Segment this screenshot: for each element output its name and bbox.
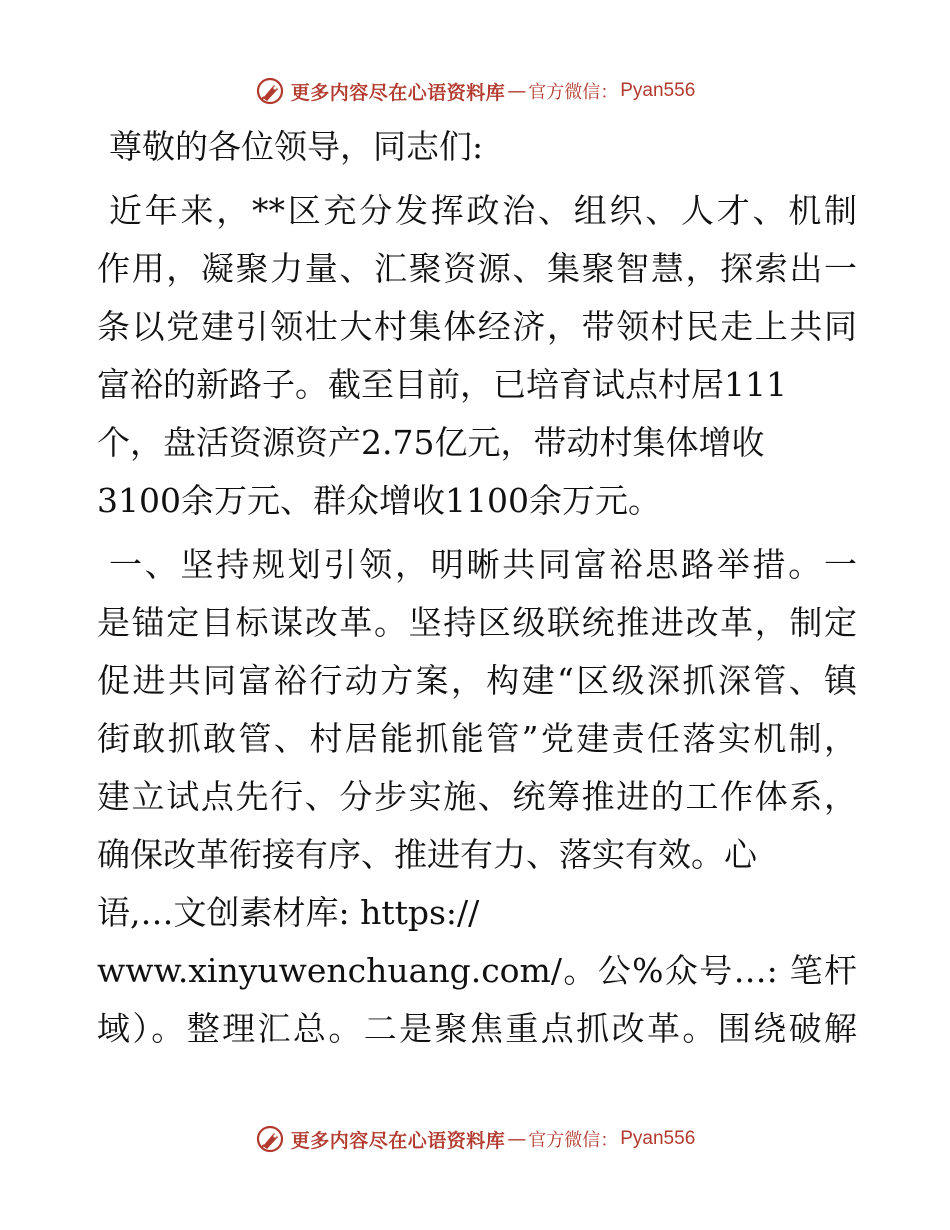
paragraph-2-line: 街敢抓敢管、村居能抓能管”党建责任落实机制， (97, 719, 857, 758)
paragraph-1-line: 条以党建引领壮大村集体经济，带领村民走上共同 (97, 307, 857, 346)
paragraph-2-line: www.xinyuwenchuang.com/。公%众号…: 笔杆 (97, 951, 857, 990)
paragraph-1 (97, 182, 857, 530)
paragraph-2-line: 确保改革衔接有序、推进有力、落实有效。心 (97, 835, 757, 874)
paragraph-2-line: 促进共同富裕行动方案，构建“区级深抓深管、镇 (97, 661, 857, 700)
paragraph-1-line: 近年来，**区充分发挥政治、组织、人才、机制 (109, 191, 857, 230)
paragraph-1-line: 3100余万元、群众增收1100余万元。 (97, 481, 661, 520)
banner-site-name: 更多内容尽在心语资料库 (290, 1129, 506, 1152)
banner-site-name: 更多内容尽在心语资料库 (290, 81, 506, 104)
paragraph-2-line: 域）。整理汇总。二是聚焦重点抓改革。围绕破解 (97, 1009, 857, 1048)
document-body (97, 118, 857, 1058)
paragraph-1-line: 富裕的新路子。截至目前，已培育试点村居111 (97, 365, 787, 404)
paragraph-2-line: 是锚定目标谋改革。坚持区级联统推进改革，制定 (97, 603, 857, 642)
paragraph-1-line: 作用，凝聚力量、汇聚资源、集聚智慧，探索出一 (97, 249, 857, 288)
banner-wechat-label: 官方微信： (528, 1130, 619, 1151)
pen-nib-logo-icon (255, 1124, 285, 1154)
pen-nib-logo-icon (255, 76, 285, 106)
paragraph-2 (97, 536, 857, 1058)
banner-separator: — (507, 80, 527, 102)
header-banner (0, 71, 950, 111)
salutation: 尊敬的各位领导，同志们: (109, 127, 484, 166)
paragraph-2-line: 建立试点先行、分步实施、统筹推进的工作体系， (97, 777, 857, 816)
footer-banner (0, 1119, 950, 1159)
paragraph-1-line: 个，盘活资源资产2.75亿元，带动村集体增收 (97, 423, 765, 462)
banner-separator: — (507, 1128, 527, 1150)
banner-wechat-label: 官方微信： (528, 82, 619, 103)
paragraph-2-line: 语,…文创素材库: https:// (97, 893, 480, 932)
paragraph-2-line: 一、坚持规划引领，明晰共同富裕思路举措。一 (109, 545, 857, 584)
banner-wechat-handle: Pyan556 (620, 80, 696, 101)
banner-wechat-handle: Pyan556 (620, 1128, 696, 1149)
